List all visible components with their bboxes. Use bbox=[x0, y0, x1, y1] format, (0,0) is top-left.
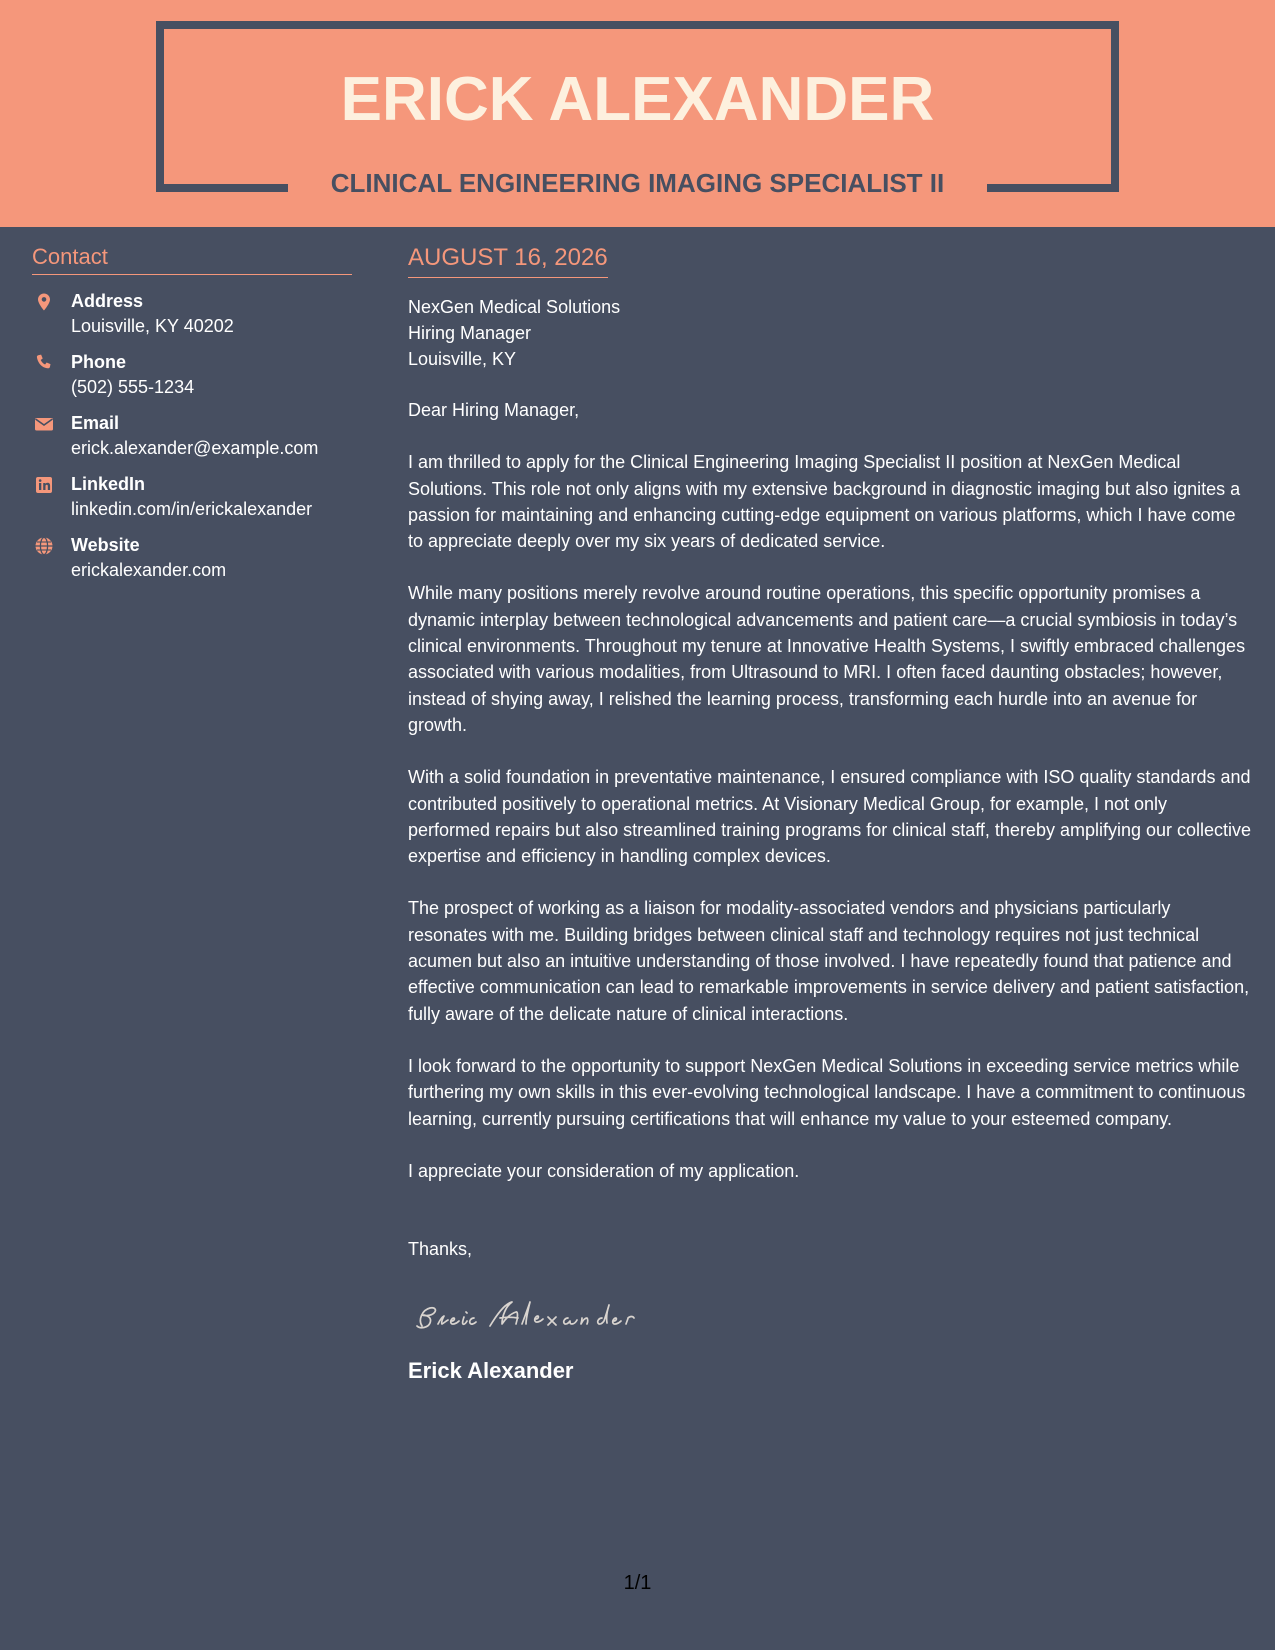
contact-item-website bbox=[32, 533, 352, 583]
phone-icon bbox=[34, 353, 54, 373]
signature-image bbox=[408, 1288, 668, 1342]
job-title: CLINICAL ENGINEERING IMAGING SPECIALIST II bbox=[330, 168, 945, 198]
closing: Thanks, bbox=[408, 1239, 473, 1260]
contact-sidebar bbox=[32, 243, 352, 594]
contact-item-address bbox=[32, 289, 352, 339]
contact-label: Website bbox=[71, 535, 140, 555]
contact-value: (502) 555-1234 bbox=[71, 377, 195, 397]
salutation: Dear Hiring Manager, bbox=[408, 400, 580, 420]
linkedin-icon bbox=[34, 475, 54, 495]
recipient-company: NexGen Medical Solutions bbox=[408, 297, 621, 317]
contact-value: linkedin.com/in/erickalexander bbox=[71, 499, 313, 519]
letter-body bbox=[408, 243, 1253, 1386]
frame-top-border bbox=[156, 21, 1119, 29]
frame-left-border bbox=[156, 21, 164, 192]
envelope-icon bbox=[34, 414, 54, 434]
recipient-block bbox=[408, 294, 1253, 372]
body-paragraph: While many positions merely revolve around routine operations, this specific opportunity promises a dynamic interplay between technological advancements and patient care—a crucial symbiosis in today’s clinical environments. Throughout my tenure at Innovative Health Systems, I swiftly embraced challenges associated with various modalities, from Ultrasound to MRI. I often faced daunting obstacles; however, instead of shying away, I relished the learning process, transforming each hurdle into an avenue for growth. bbox=[408, 583, 1246, 735]
body-paragraph: I am thrilled to apply for the Clinical Engineering Imaging Specialist II position at NexGen Medical Solutions. This role not only aligns with my extensive background in diagnostic imaging but also ignites a passion for maintaining and enhancing cutting-edge equipment on various platforms, which I have come to appreciate deeply over my six years of dedicated service. bbox=[408, 452, 1241, 552]
contact-label: Email bbox=[71, 413, 120, 433]
body-paragraph: I appreciate your consideration of my application. bbox=[408, 1160, 800, 1181]
contact-value: erickalexander.com bbox=[71, 560, 227, 580]
contact-label: Phone bbox=[71, 352, 127, 372]
handwritten-signature bbox=[408, 1288, 1253, 1342]
contact-value: Louisville, KY 40202 bbox=[71, 316, 234, 336]
contact-heading: Contact bbox=[32, 243, 352, 275]
body-paragraph: With a solid foundation in preventative maintenance, I ensured compliance with ISO quality standards and contributed positively to operational metrics. At Visionary Medical Group, for example, I not only performed repairs but also streamlined training programs for clinical staff, thereby amplifying our collective expertise and efficiency in handling complex devices. bbox=[408, 767, 1252, 867]
globe-icon bbox=[34, 536, 54, 556]
frame-bottom-left-border bbox=[156, 184, 288, 192]
frame-bottom-right-border bbox=[987, 184, 1119, 192]
contact-item-email bbox=[32, 411, 352, 461]
body-paragraph: The prospect of working as a liaison for modality-associated vendors and physicians particularly resonates with me. Building bridges between clinical staff and technology requires not just technical acumen but also an intuitive understanding of those involved. I have repeatedly found that patience and effective communication can lead to remarkable improvements in service delivery and patient satisfaction, fully aware of the delicate nature of clinical interactions. bbox=[408, 898, 1250, 1024]
frame-right-border bbox=[1111, 21, 1119, 192]
contact-value: erick.alexander@example.com bbox=[71, 438, 319, 458]
contact-item-phone bbox=[32, 350, 352, 400]
body-paragraph: I look forward to the opportunity to support NexGen Medical Solutions in exceeding service metrics while furthering my own skills in this ever-evolving technological landscape. I have a commitment to continuous learning, currently pursuing certifications that will enhance my value to your esteemed company. bbox=[408, 1055, 1246, 1129]
contact-label: Address bbox=[71, 291, 144, 311]
recipient-title: Hiring Manager bbox=[408, 323, 532, 343]
applicant-name: ERICK ALEXANDER bbox=[340, 65, 935, 134]
recipient-location: Louisville, KY bbox=[408, 349, 517, 369]
letter-date: AUGUST 16, 2026 bbox=[408, 243, 608, 278]
contact-item-linkedin bbox=[32, 472, 352, 522]
header-banner bbox=[0, 0, 1275, 227]
signer-name: Erick Alexander bbox=[408, 1358, 574, 1384]
map-pin-icon bbox=[34, 292, 54, 312]
page-number: 1/1 bbox=[623, 1572, 652, 1594]
contact-label: LinkedIn bbox=[71, 474, 146, 494]
